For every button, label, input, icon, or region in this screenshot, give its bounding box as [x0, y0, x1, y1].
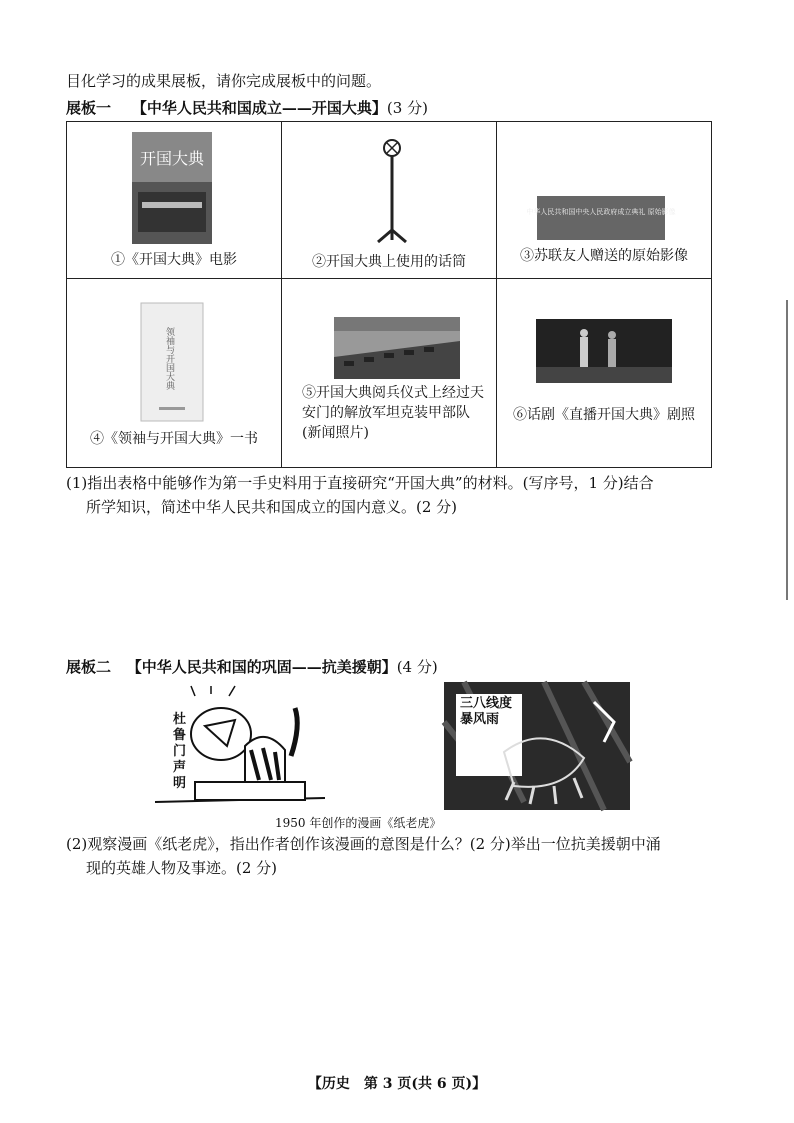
cell-microphone	[282, 122, 497, 279]
microphone-image	[372, 138, 412, 246]
intro-text: 目化学习的成果展板，请你完成展板中的问题。	[66, 72, 382, 90]
caption-2: ②开国大典上使用的话筒	[312, 254, 466, 270]
board2-header	[66, 656, 438, 678]
caption-5: ⑤开国大典阅兵仪式上经过天安门的解放军坦克装甲部队(新闻照片)	[302, 385, 484, 441]
cell-footage	[497, 122, 712, 279]
caption-4: ④《领袖与开国大典》一书	[90, 431, 258, 447]
paper-tiger-cartoon	[155, 686, 330, 812]
caption-1: ①《开国大典》电影	[111, 252, 237, 268]
board2-label: 展板二	[66, 658, 112, 676]
footage-banner-image	[526, 196, 676, 240]
caption-6: ⑥话剧《直播开国大典》剧照	[513, 407, 695, 423]
storm-label: 三八线度暴风雨	[460, 696, 513, 727]
banner-text: 中华人民共和国中央人民政府成立典礼 原始影像	[526, 208, 676, 216]
cartoon-caption: 1950 年创作的漫画《纸老虎》	[275, 816, 442, 830]
tank-parade-photo	[334, 317, 460, 379]
poster-title: 开国大典	[139, 149, 205, 168]
page-footer: 【历史 第 3 页(共 6 页)】	[307, 1076, 487, 1092]
book-title: 领袖与开国大典	[164, 327, 174, 390]
storm-cartoon	[444, 682, 630, 810]
cell-tanks	[282, 279, 497, 468]
cell-drama	[497, 279, 712, 468]
page-edge-line	[786, 300, 788, 600]
truman-statement-label: 杜鲁门声明	[173, 712, 187, 791]
board1-title: 【中华人民共和国成立——开国大典】	[131, 99, 387, 117]
board1-score: (3 分)	[386, 99, 428, 117]
question-1-line-1: (1)指出表格中能够作为第一手史料用于直接研究“开国大典”的材料。(写序号，1 分)结合	[66, 474, 654, 492]
cell-film	[67, 122, 282, 279]
film-poster-image	[132, 132, 212, 244]
book-image	[141, 303, 203, 421]
caption-3: ③苏联友人赠送的原始影像	[520, 248, 688, 264]
board2-score: (4 分)	[396, 658, 438, 676]
question-2-line-2: 现的英雄人物及事迹。(2 分)	[86, 859, 278, 877]
question-2-line-1: (2)观察漫画《纸老虎》，指出作者创作该漫画的意图是什么？(2 分)举出一位抗美援朝中涌	[66, 835, 661, 853]
board1-label: 展板一	[66, 99, 112, 117]
cell-book	[67, 279, 282, 468]
board1-header	[66, 97, 428, 119]
question-1-line-2: 所学知识，简述中华人民共和国成立的国内意义。(2 分)	[86, 498, 458, 516]
board1-table	[66, 121, 712, 468]
board2-title: 【中华人民共和国的巩固——抗美援朝】	[126, 658, 397, 676]
drama-stage-photo	[536, 319, 672, 383]
